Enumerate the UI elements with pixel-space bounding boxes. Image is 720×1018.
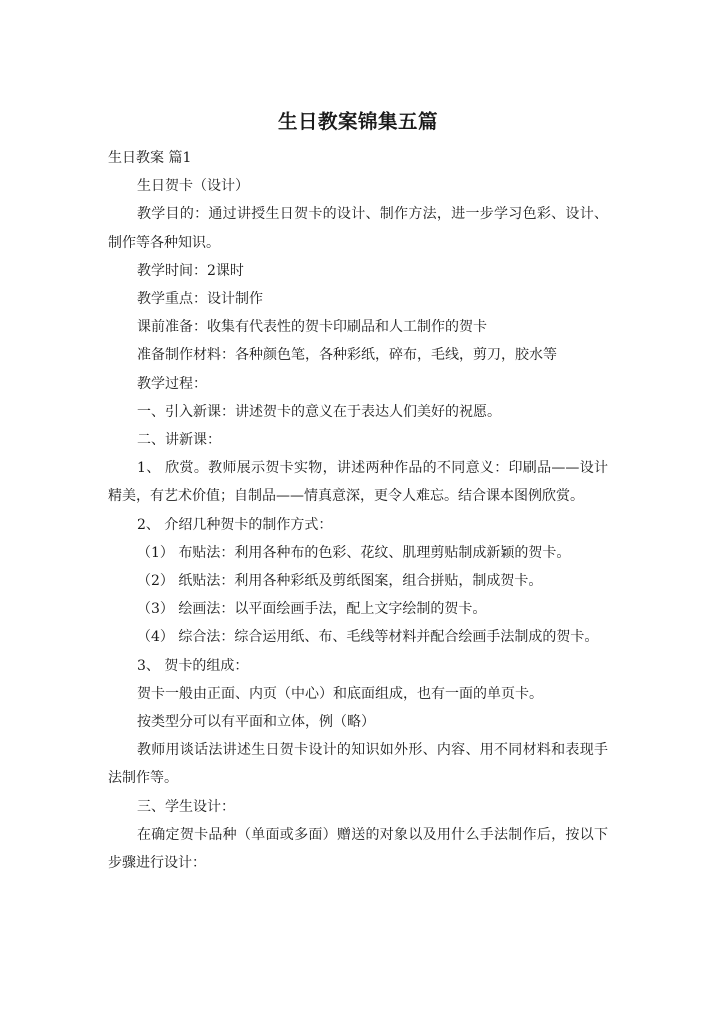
paragraph: 2、 介绍几种贺卡的制作方式： [137, 516, 333, 533]
paragraph: 1、 欣赏。教师展示贺卡实物，讲述两种作品的不同意义：印刷品——设计精美，有艺术价值；自制品——情真意深，更令人难忘。结合课本图例欣赏。 [108, 460, 608, 505]
paragraph: 二、讲新课： [137, 432, 221, 449]
paragraph: 贺卡一般由正面、内页（中心）和底面组成，也有一面的单页卡。 [137, 685, 543, 702]
paragraph: 教学目的：通过讲授生日贺卡的设计、制作方法，进一步学习色彩、设计、制作等各种知识。 [108, 206, 608, 251]
paragraph: 教师用谈话法讲述生日贺卡设计的知识如外形、内容、用不同材料和表现手法制作等。 [108, 742, 608, 787]
paragraph: 3、 贺卡的组成： [137, 657, 249, 674]
paragraph: （1） 布贴法：利用各种布的色彩、花纹、肌理剪贴制成新颖的贺卡。 [137, 544, 571, 561]
paragraph: 教学过程： [137, 375, 207, 392]
paragraph: 课前准备：收集有代表性的贺卡印刷品和人工制作的贺卡 [137, 319, 487, 336]
paragraph: 在确定贺卡品种（单面或多面）赠送的对象以及用什么手法制作后，按以下步骤进行设计： [108, 826, 608, 872]
paragraph: （4） 综合法：综合运用纸、布、毛线等材料并配合绘画手法制成的贺卡。 [137, 629, 599, 646]
paragraph: 按类型分可以有平面和立体，例（略） [137, 714, 375, 731]
paragraph: 生日贺卡（设计） [137, 178, 249, 195]
document-title: 生日教案锦集五篇 [277, 110, 438, 133]
paragraph: 教学重点：设计制作 [137, 291, 263, 308]
paragraph: 三、学生设计： [137, 798, 235, 815]
paragraph: （2） 纸贴法：利用各种彩纸及剪纸图案，组合拼贴，制成贺卡。 [137, 573, 543, 590]
paragraph: （3） 绘画法：以平面绘画手法，配上文字绘制的贺卡。 [137, 601, 487, 618]
document-body [108, 144, 608, 877]
paragraph: 教学时间：2课时 [137, 262, 244, 279]
paragraph: 准备制作材料：各种颜色笔，各种彩纸，碎布，毛线，剪刀，胶水等 [137, 347, 557, 364]
paragraph: 一、引入新课：讲述贺卡的意义在于表达人们美好的祝愿。 [137, 403, 501, 420]
section-heading: 生日教案 篇1 [108, 150, 192, 166]
